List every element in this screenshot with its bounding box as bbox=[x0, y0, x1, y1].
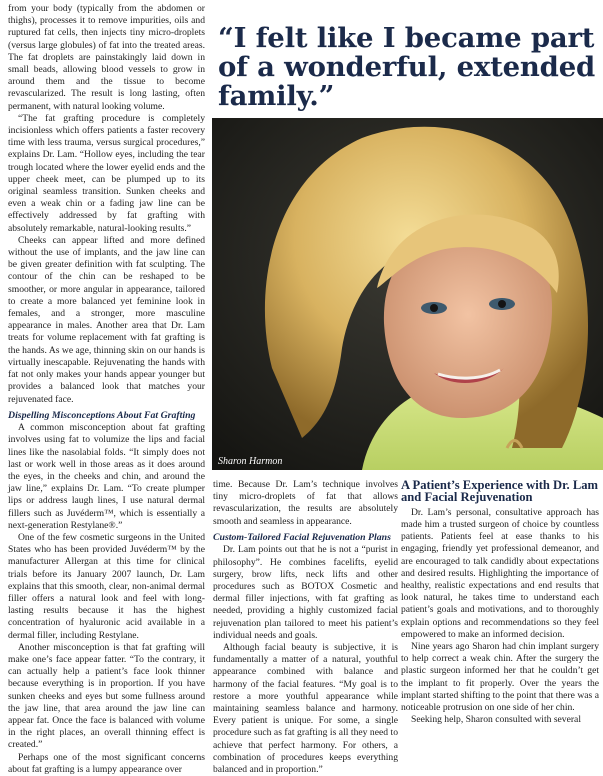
paragraph: Although facial beauty is subjective, it is fundamentally a matter of a natural, youthful appearance combined with balance and harmony of the facial features. “My goal is to restore a more youthful appearance while maintaining seamless balance and harmony. Every patient is unique. For some, a single procedure such as fat grafting is all they need to achieve that perfect harmony. For others, a combination of procedures keeps everything balanced and in proportion.” bbox=[213, 641, 398, 775]
photo-caption: Sharon Harmon bbox=[218, 456, 283, 467]
paragraph: Seeking help, Sharon consulted with several bbox=[411, 714, 581, 726]
section-heading: Custom-Tailored Facial Rejuvenation Plans bbox=[213, 531, 391, 543]
portrait-photo bbox=[212, 118, 603, 470]
paragraph: Another misconception is that fat grafting will make one’s face appear fatter. “To the contrary, it can actually help a patient’s face look thinner because everything is in proportion. If you have sunken cheeks and eyes but some fullness around the jaw line, that area around the jaw line can appear fat. Once the face is balanced with volume in the right places, an overall thinning effect is created.” bbox=[8, 641, 205, 751]
paragraph: One of the few cosmetic surgeons in the United States who has been provided Juvéderm™ by the manufacturer Allergan at this time for clinical trials before its January 2007 launch, Dr. Lam explains that this smooth, clear, non-animal dermal filler offers a natural look and feel with long-lasting results because it has the highest concentration of hyaluronic acid available in a dermal filler, including Restylane. bbox=[8, 532, 205, 641]
paragraph: Perhaps one of the most significant concerns about fat grafting is a lumpy appearance over bbox=[8, 751, 205, 775]
paragraph: Cheeks can appear lifted and more defined without the use of implants, and the jaw line can be given greater definition with fat sculpting. The contour of the chin can be reshaped to be smoother, or more angular in appearance, tailored to create a more balanced yet feminine look in females, and a stronger, more masculine appearance in males. Another area that Dr. Lam treats for volume replacement with fat grafting is the hands. As we age, thinning skin on our hands is virtually inescapable. Rejuvenating the hands with fat not only makes your hands appear younger but provides a balanced look that matches your rejuvenated face. bbox=[8, 234, 205, 405]
paragraph: A common misconception about fat grafting involves using fat to volumize the lips and facial lines like the nasolabial folds. “It simply does not last or work well in those areas as it does around the eyes, in the cheeks and chin, and around the jaw line,” explains Dr. Lam. “To create plumper lips or address laugh lines, I use natural dermal fillers such as Juvéderm™, which is essentially a next-generation Restylane®.” bbox=[8, 422, 205, 531]
paragraph: “The fat grafting procedure is completely incisionless which offers patients a faster recovery time with less trauma, versus surgical procedures,” explains Dr. Lam. “Hollow eyes, including the tear trough located where the lower eyelid ends and the upper cheek meet, can be plumped up to its original seamless transition. Sunken cheeks and even a weak chin or a fading jaw line can be effectively addressed by fat grafting with absolutely remarkable, natural-looking results.” bbox=[8, 112, 205, 234]
right-text-column bbox=[401, 479, 599, 726]
left-text-column bbox=[8, 3, 205, 776]
paragraph: from your body (typically from the abdomen or thighs), processes it to remove impurities, oils and ruptured fat cells, then injects tiny micro-droplets (versus large globules) of fat into the treated areas. The fat droplets are painstakingly laid down in small beads, allowing blood vessels to grow in around them and the tissue to become revascularized. The result is long lasting, often permanent, with natural looking volume. bbox=[8, 3, 205, 112]
middle-text-column bbox=[213, 479, 398, 776]
paragraph: Nine years ago Sharon had chin implant surgery to help correct a weak chin. After the surgery the plastic surgeon informed her that he couldn’t get the implant to fit properly. Over the years the implant started shifting to the point that there was a noticeable protrusion on one side of her chin. bbox=[401, 641, 599, 714]
paragraph: time. Because Dr. Lam’s technique involves tiny micro-droplets of fat that allows revascularization, the results are absolutely smooth and seamless in appearance. bbox=[213, 479, 398, 527]
paragraph: Dr. Lam’s personal, consultative approach has made him a trusted surgeon of choice by countless patients. Patients feel at ease thanks to his engaging, friendly yet professional demeanor, and are encouraged to talk candidly about expectations and desired results. Highlighting the importance of healthy, realistic expectations and end results that look natural, he takes time to understand each patient’s goals and motivations, and to thoroughly explain options and recommendations so they feel empowered to make an informed decision. bbox=[401, 506, 599, 640]
section-heading: A Patient’s Experience with Dr. Lam and Facial Rejuvenation bbox=[401, 478, 599, 505]
section-heading: Dispelling Misconceptions About Fat Grafting bbox=[8, 409, 196, 421]
pull-quote: “I felt like I became part of a wonderful, extended family.” bbox=[218, 22, 596, 112]
paragraph: Dr. Lam points out that he is not a “purist in philosophy”. He combines facelifts, eyelid surgery, brow lifts, neck lifts and other procedures such as BOTOX Cosmetic and dermal filler injections, with fat grafting as needed, providing a highly customized facial rejuvenation plan tailored to meet his patient’s individual needs and goals. bbox=[213, 544, 398, 641]
